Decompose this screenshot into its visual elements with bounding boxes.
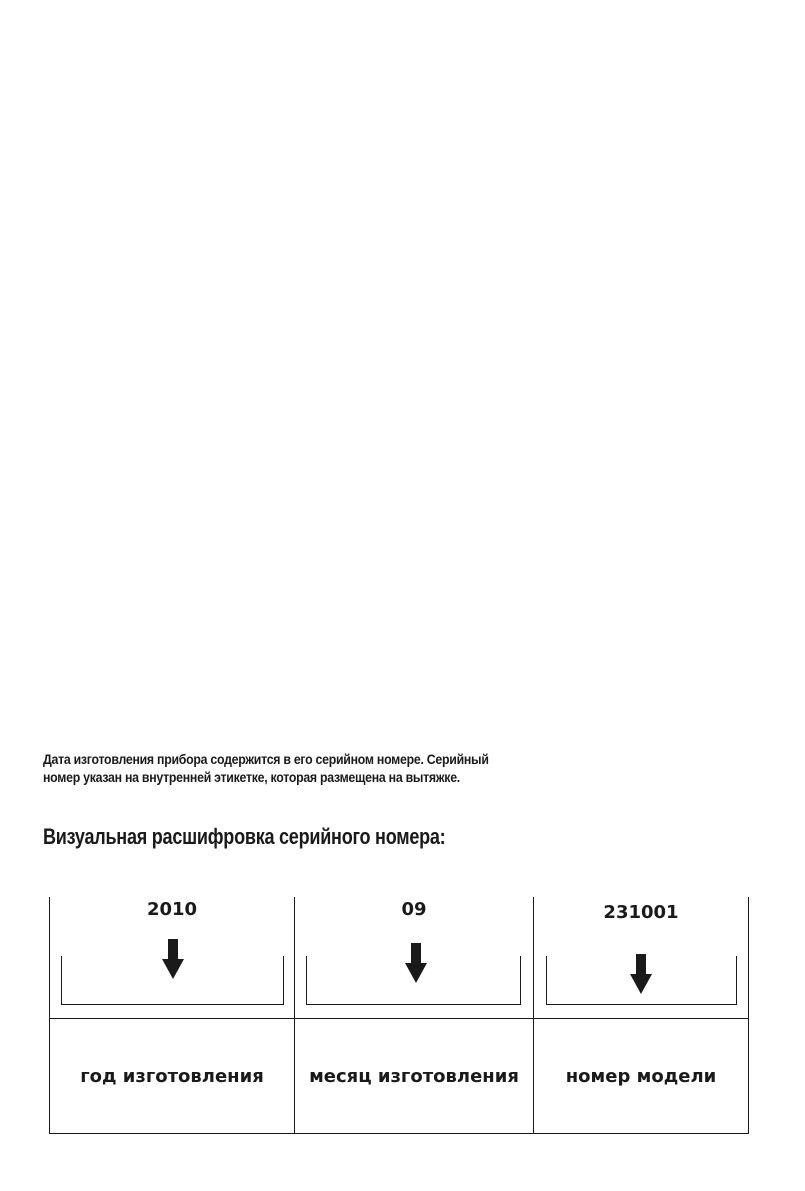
serial-decode-table <box>49 897 749 1135</box>
year-bracket <box>61 956 284 1005</box>
model-label-cell <box>534 1019 748 1134</box>
month-bracket <box>306 956 521 1005</box>
year-code-value: 2010 <box>146 899 198 920</box>
year-label: год изготовления <box>80 1065 264 1087</box>
intro-paragraph <box>43 750 571 786</box>
month-code-value: 09 <box>401 899 427 920</box>
model-bracket <box>546 956 737 1005</box>
month-label-cell <box>295 1019 533 1134</box>
section-heading: Визуальная расшифровка серийного номера: <box>43 824 446 849</box>
year-label-cell <box>50 1019 294 1134</box>
model-code-cell <box>534 897 748 1018</box>
model-code-value: 231001 <box>603 902 679 923</box>
intro-line-1: Дата изготовления прибора содержится в его серийном номере. Серийный <box>43 751 489 767</box>
year-code-cell <box>50 897 294 1018</box>
model-label: номер модели <box>565 1065 717 1087</box>
month-code-cell <box>295 897 533 1018</box>
intro-line-2: номер указан на внутренней этикетке, которая размещена на вытяжке. <box>43 769 460 785</box>
table-border-right <box>748 897 749 1134</box>
month-label: месяц изготовления <box>309 1065 519 1087</box>
